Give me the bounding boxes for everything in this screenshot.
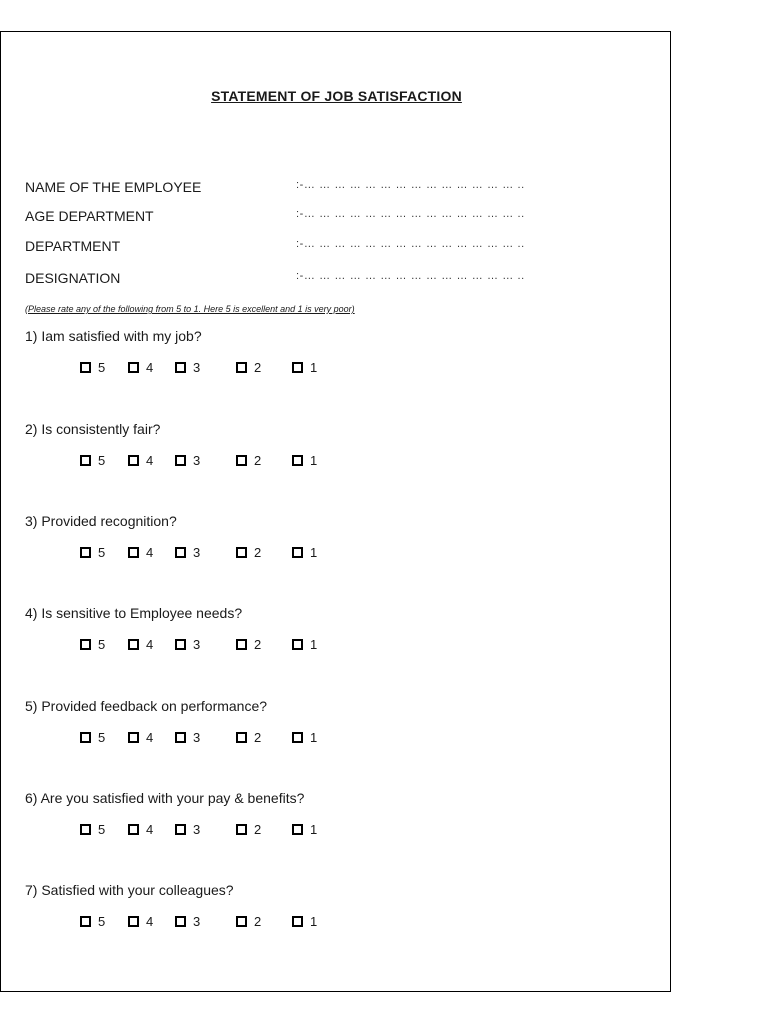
rating-options (1, 635, 641, 653)
checkbox-icon[interactable] (292, 362, 303, 373)
rating-option-3[interactable] (175, 543, 200, 561)
rating-option-label: 2 (254, 452, 262, 468)
rating-option-2[interactable] (236, 543, 261, 561)
form-page (0, 31, 671, 992)
rating-options (1, 358, 641, 376)
rating-option-4[interactable] (128, 728, 153, 746)
rating-option-label: 5 (98, 544, 106, 560)
field-blank[interactable]: :-… … … … … … … … … … … … … … .. (296, 208, 525, 220)
question-text: 4) Is sensitive to Employee needs? (25, 605, 243, 621)
checkbox-icon[interactable] (292, 732, 303, 743)
rating-option-label: 4 (146, 729, 154, 745)
rating-option-label: 2 (254, 636, 262, 652)
checkbox-icon[interactable] (236, 362, 247, 373)
field-label: AGE DEPARTMENT (25, 208, 154, 224)
question-text: 2) Is consistently fair? (25, 421, 161, 437)
checkbox-icon[interactable] (236, 824, 247, 835)
rating-option-4[interactable] (128, 912, 153, 930)
rating-option-4[interactable] (128, 358, 153, 376)
field-designation (25, 270, 645, 290)
checkbox-icon[interactable] (292, 916, 303, 927)
checkbox-icon[interactable] (292, 824, 303, 835)
rating-option-1[interactable] (292, 728, 317, 746)
rating-option-label: 3 (193, 821, 201, 837)
rating-option-label: 1 (310, 636, 318, 652)
field-label: DEPARTMENT (25, 238, 121, 254)
checkbox-icon[interactable] (236, 547, 247, 558)
rating-options (1, 912, 641, 930)
checkbox-icon[interactable] (236, 916, 247, 927)
rating-instruction: (Please rate any of the following from 5 to 1. Here 5 is excellent and 1 is very poor) (25, 304, 355, 314)
rating-option-3[interactable] (175, 728, 200, 746)
rating-option-1[interactable] (292, 543, 317, 561)
question-text: 6) Are you satisfied with your pay & benefits? (25, 790, 305, 806)
rating-option-1[interactable] (292, 820, 317, 838)
rating-options (1, 820, 641, 838)
rating-option-label: 1 (310, 729, 318, 745)
checkbox-icon[interactable] (128, 639, 139, 650)
field-blank[interactable]: :-… … … … … … … … … … … … … … .. (296, 270, 525, 282)
checkbox-icon[interactable] (236, 639, 247, 650)
rating-option-label: 4 (146, 452, 154, 468)
checkbox-icon[interactable] (175, 824, 186, 835)
question-text: 7) Satisfied with your colleagues? (25, 882, 234, 898)
rating-option-label: 4 (146, 359, 154, 375)
rating-option-label: 2 (254, 544, 262, 560)
rating-option-5[interactable] (80, 635, 105, 653)
rating-option-4[interactable] (128, 820, 153, 838)
rating-option-label: 3 (193, 729, 201, 745)
checkbox-icon[interactable] (80, 732, 91, 743)
rating-option-label: 5 (98, 359, 106, 375)
rating-option-label: 2 (254, 913, 262, 929)
rating-option-label: 2 (254, 359, 262, 375)
checkbox-icon[interactable] (128, 732, 139, 743)
field-blank[interactable]: :-… … … … … … … … … … … … … … .. (296, 179, 525, 191)
question-text: 5) Provided feedback on performance? (25, 698, 268, 714)
rating-option-5[interactable] (80, 820, 105, 838)
checkbox-icon[interactable] (128, 362, 139, 373)
checkbox-icon[interactable] (175, 547, 186, 558)
rating-options (1, 728, 641, 746)
question-text: 1) Iam satisfied with my job? (25, 328, 202, 344)
rating-option-label: 5 (98, 636, 106, 652)
rating-option-label: 5 (98, 729, 106, 745)
rating-option-3[interactable] (175, 451, 200, 469)
checkbox-icon[interactable] (80, 916, 91, 927)
rating-option-label: 4 (146, 821, 154, 837)
checkbox-icon[interactable] (236, 455, 247, 466)
rating-option-5[interactable] (80, 451, 105, 469)
rating-option-label: 3 (193, 636, 201, 652)
rating-option-label: 1 (310, 544, 318, 560)
field-employee-name (25, 179, 645, 199)
rating-option-3[interactable] (175, 635, 200, 653)
rating-option-label: 4 (146, 913, 154, 929)
checkbox-icon[interactable] (128, 824, 139, 835)
checkbox-icon[interactable] (175, 455, 186, 466)
rating-option-4[interactable] (128, 635, 153, 653)
rating-option-label: 5 (98, 452, 106, 468)
rating-option-label: 1 (310, 452, 318, 468)
field-label: DESIGNATION (25, 270, 121, 286)
rating-option-1[interactable] (292, 912, 317, 930)
rating-option-2[interactable] (236, 635, 261, 653)
rating-option-label: 5 (98, 913, 106, 929)
document-title: STATEMENT OF JOB SATISFACTION (211, 88, 462, 104)
rating-option-label: 4 (146, 636, 154, 652)
checkbox-icon[interactable] (128, 547, 139, 558)
rating-option-label: 2 (254, 729, 262, 745)
rating-option-label: 3 (193, 913, 201, 929)
rating-option-label: 5 (98, 821, 106, 837)
checkbox-icon[interactable] (80, 639, 91, 650)
rating-options (1, 543, 641, 561)
rating-option-label: 1 (310, 913, 318, 929)
rating-option-label: 3 (193, 359, 201, 375)
rating-option-label: 1 (310, 821, 318, 837)
checkbox-icon[interactable] (175, 732, 186, 743)
field-age-department (25, 208, 645, 228)
rating-option-1[interactable] (292, 358, 317, 376)
checkbox-icon[interactable] (80, 547, 91, 558)
rating-option-1[interactable] (292, 635, 317, 653)
rating-option-2[interactable] (236, 820, 261, 838)
checkbox-icon[interactable] (175, 362, 186, 373)
rating-option-4[interactable] (128, 451, 153, 469)
field-blank[interactable]: :-… … … … … … … … … … … … … … .. (296, 238, 525, 250)
rating-option-3[interactable] (175, 820, 200, 838)
rating-option-label: 3 (193, 452, 201, 468)
rating-option-5[interactable] (80, 543, 105, 561)
checkbox-icon[interactable] (292, 547, 303, 558)
field-department (25, 238, 645, 258)
rating-option-3[interactable] (175, 912, 200, 930)
checkbox-icon[interactable] (292, 639, 303, 650)
rating-option-4[interactable] (128, 543, 153, 561)
rating-option-1[interactable] (292, 451, 317, 469)
rating-option-5[interactable] (80, 912, 105, 930)
checkbox-icon[interactable] (80, 362, 91, 373)
rating-option-label: 1 (310, 359, 318, 375)
checkbox-icon[interactable] (80, 455, 91, 466)
rating-option-label: 3 (193, 544, 201, 560)
checkbox-icon[interactable] (175, 639, 186, 650)
checkbox-icon[interactable] (175, 916, 186, 927)
rating-option-2[interactable] (236, 728, 261, 746)
rating-option-5[interactable] (80, 358, 105, 376)
rating-option-label: 4 (146, 544, 154, 560)
rating-option-3[interactable] (175, 358, 200, 376)
rating-option-2[interactable] (236, 912, 261, 930)
rating-option-2[interactable] (236, 451, 261, 469)
checkbox-icon[interactable] (128, 916, 139, 927)
rating-option-label: 2 (254, 821, 262, 837)
rating-options (1, 451, 641, 469)
checkbox-icon[interactable] (80, 824, 91, 835)
field-label: NAME OF THE EMPLOYEE (25, 179, 202, 195)
rating-option-5[interactable] (80, 728, 105, 746)
checkbox-icon[interactable] (236, 732, 247, 743)
checkbox-icon[interactable] (292, 455, 303, 466)
rating-option-2[interactable] (236, 358, 261, 376)
question-text: 3) Provided recognition? (25, 513, 177, 529)
checkbox-icon[interactable] (128, 455, 139, 466)
